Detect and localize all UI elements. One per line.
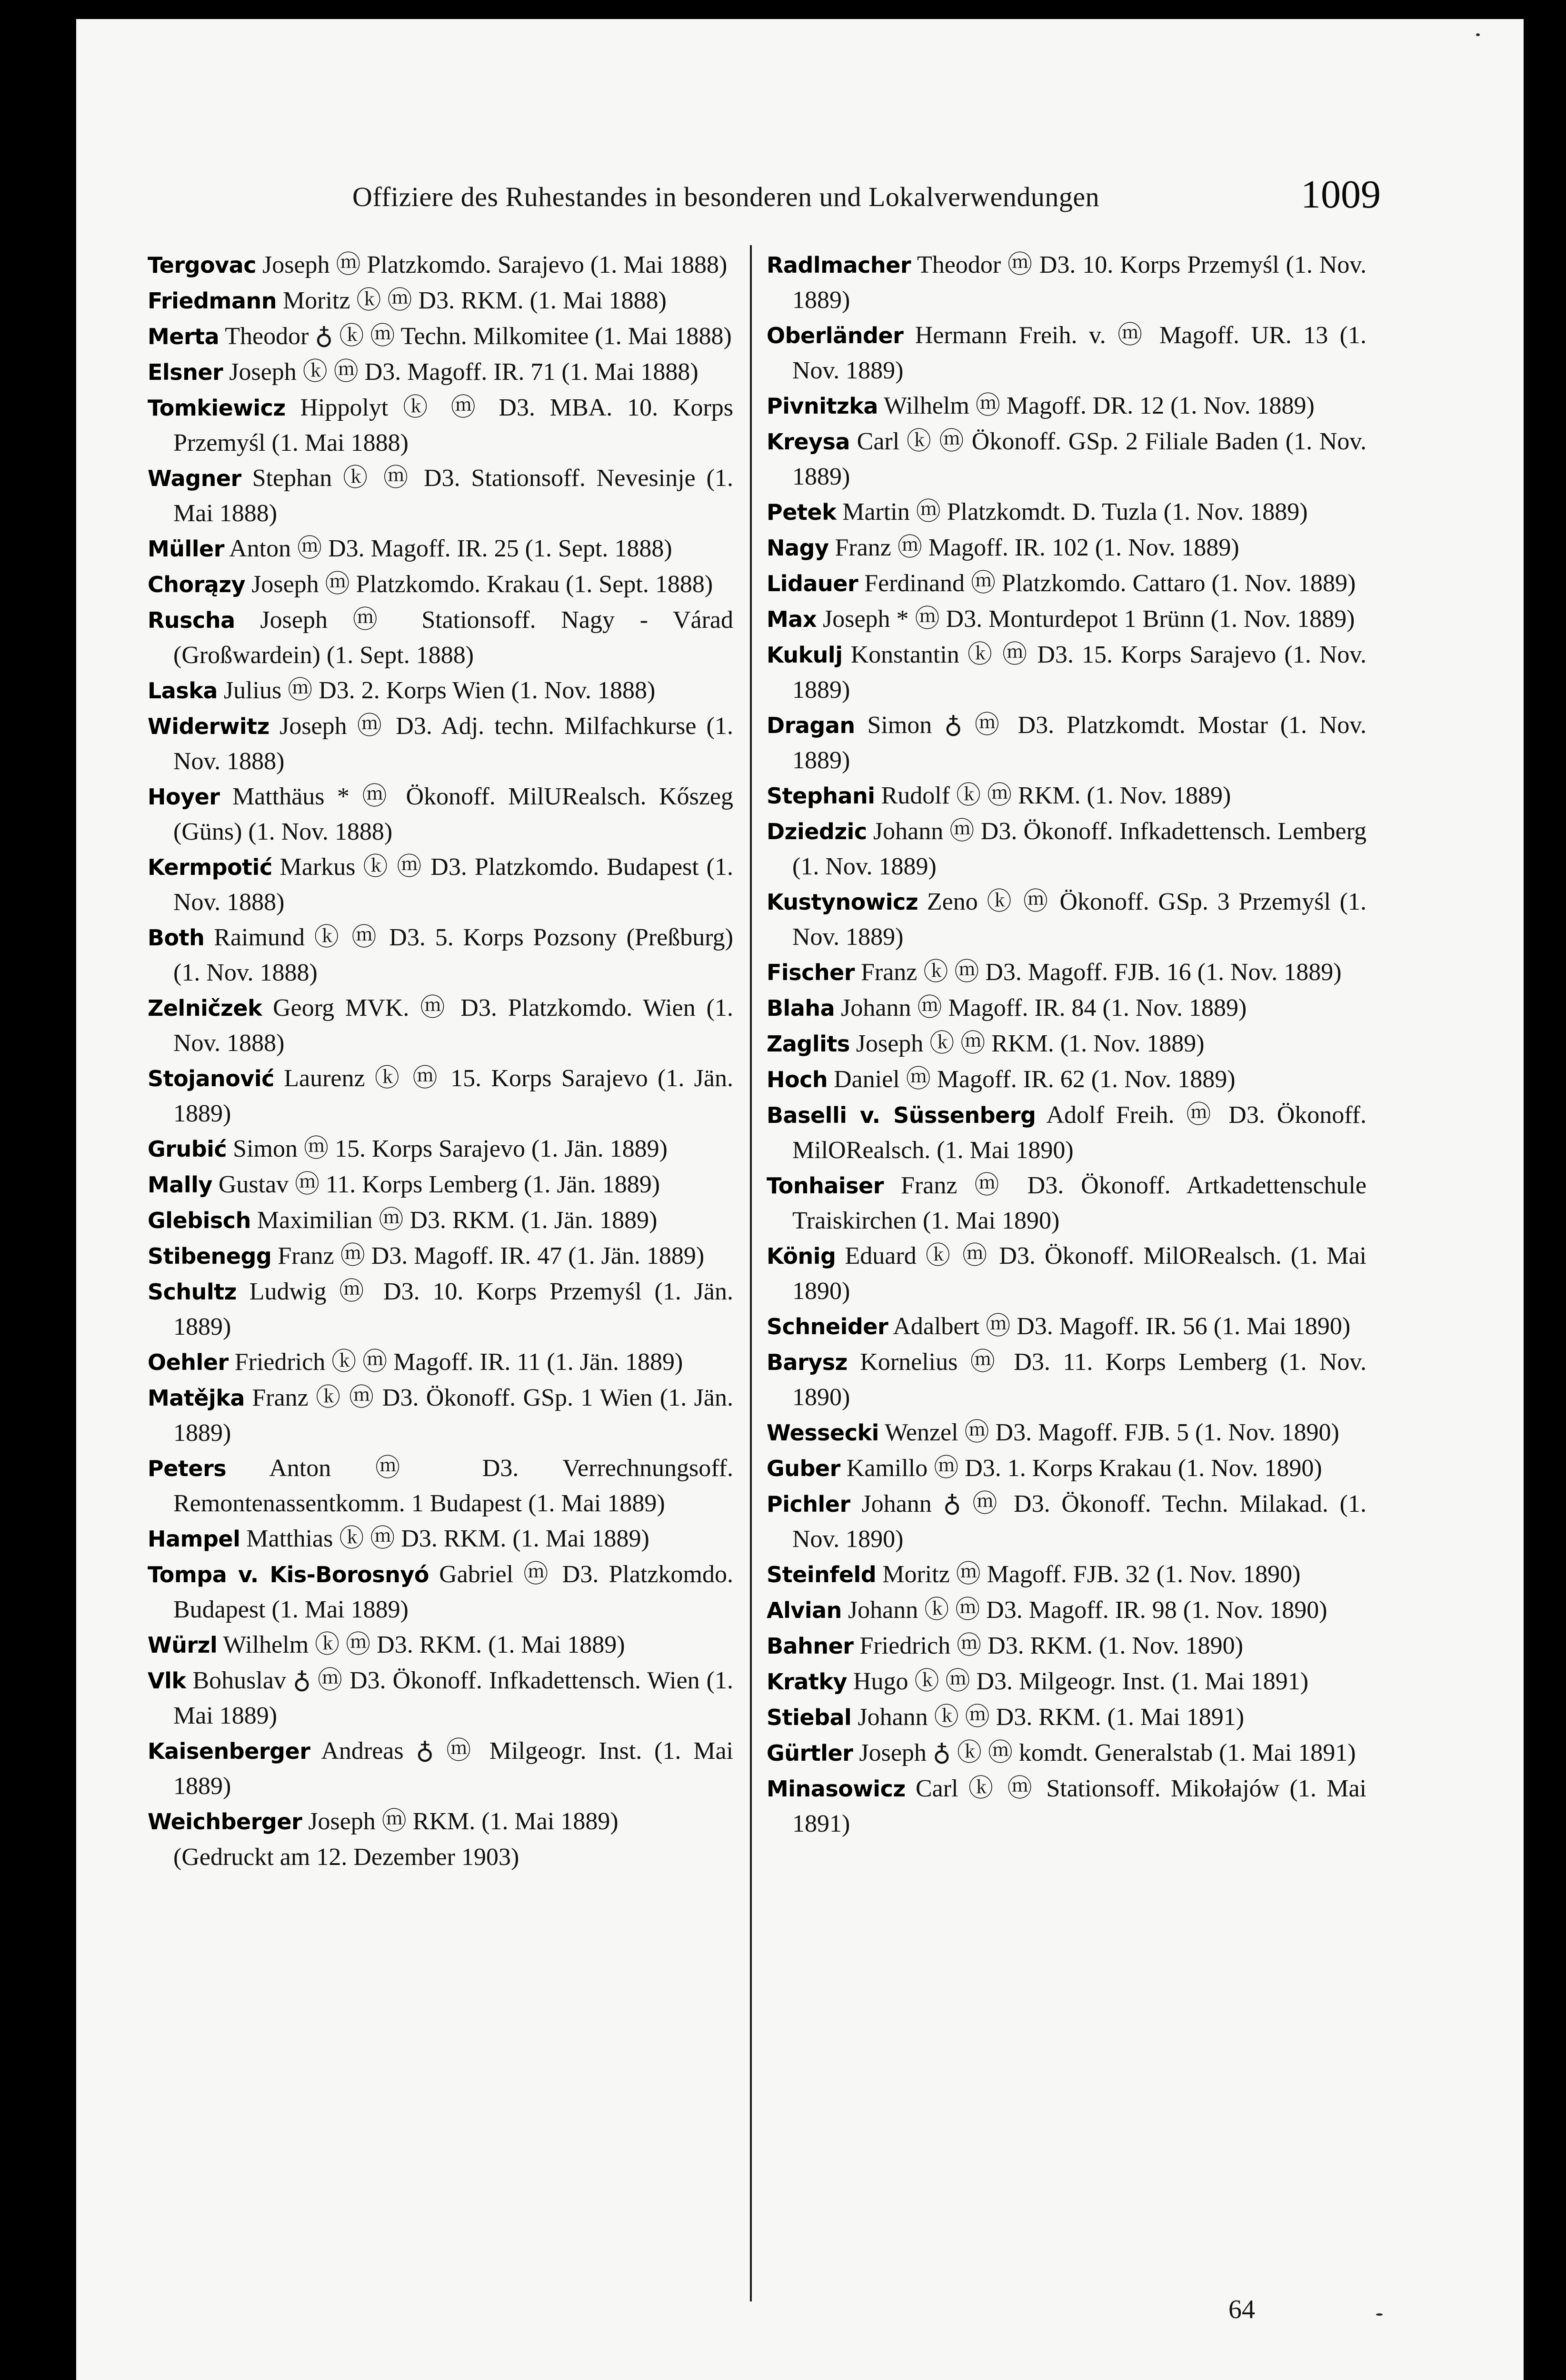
entry-details: Hippolyt ⓚ ⓜ D3. MBA. 10. Korps Przemyśl (1. Mai 1888) — [173, 394, 733, 456]
register-entry — [767, 602, 1367, 637]
entry-details: Laurenz ⓚ ⓜ 15. Korps Sarajevo (1. Jän. 1889) — [173, 1065, 733, 1127]
entry-surname: Alvian — [767, 1597, 842, 1623]
register-entry — [767, 566, 1367, 601]
entry-details: Johann ⓜ D3. Ökonoff. Infkadettensch. Lemberg (1. Nov. 1889) — [792, 818, 1367, 880]
entry-details: Eduard ⓚ ⓜ D3. Ökonoff. MilORealsch. (1. Mai 1890) — [792, 1242, 1367, 1305]
entry-details: Moritz ⓚ ⓜ D3. RKM. (1. Mai 1888) — [283, 287, 667, 314]
entry-details: Franz ⓚ ⓜ D3. Ökonoff. GSp. 1 Wien (1. Jän. 1889) — [173, 1384, 734, 1447]
register-entry — [767, 991, 1367, 1026]
register-entry — [148, 248, 733, 283]
page-number: 1009 — [1301, 172, 1381, 217]
register-entry — [767, 1451, 1367, 1486]
entry-surname: Kermpotić — [148, 854, 272, 880]
entry-details: Carl ⓚ ⓜ Ökonoff. GSp. 2 Filiale Baden (1. Nov. 1889) — [792, 428, 1367, 490]
page-header — [76, 162, 1524, 228]
entry-details: Anton ⓜ D3. Verrechnungsoff. Remontenassentkomm. 1 Budapest (1. Mai 1889) — [173, 1455, 733, 1517]
entry-details: Johann ♁ ⓜ D3. Ökonoff. Techn. Milakad. (1. Nov. 1890) — [792, 1490, 1367, 1553]
entry-details: Simon ♁ ⓜ D3. Platzkomdt. Mostar (1. Nov. 1889) — [792, 712, 1367, 774]
register-entry — [148, 1557, 733, 1627]
entry-details: Matthias ⓚ ⓜ D3. RKM. (1. Mai 1889) — [246, 1525, 649, 1552]
left-column — [148, 248, 733, 1874]
entry-details: Theodor ♁ ⓚ ⓜ Techn. Milkomitee (1. Mai 1888) — [225, 323, 732, 350]
entry-surname: Stibenegg — [148, 1243, 272, 1269]
entry-details: Joseph ⓚ ⓜ D3. Magoff. IR. 71 (1. Mai 1888) — [229, 358, 698, 386]
entry-details: Franz ⓚ ⓜ D3. Magoff. FJB. 16 (1. Nov. 1889) — [860, 959, 1342, 986]
entry-surname: Radlmacher — [767, 252, 911, 278]
entry-surname: Oberländer — [767, 323, 904, 348]
entry-surname: Blaha — [767, 995, 835, 1021]
entry-surname: Zelničzek — [148, 995, 262, 1021]
entry-surname: Pivnitzka — [767, 393, 878, 419]
register-entry — [148, 603, 733, 673]
entry-details: Julius ⓜ D3. 2. Korps Wien (1. Nov. 1888) — [223, 677, 656, 704]
entry-surname: Würzl — [148, 1632, 218, 1658]
entry-details: Andreas ♁ ⓜ Milgeogr. Inst. (1. Mai 1889) — [173, 1737, 733, 1800]
entry-details: Zeno ⓚ ⓜ Ökonoff. GSp. 3 Przemyśl (1. Nov. 1889) — [792, 888, 1367, 951]
register-entry — [767, 1664, 1367, 1699]
signature-mark: 64 — [1228, 2295, 1255, 2324]
entry-details: Konstantin ⓚ ⓜ D3. 15. Korps Sarajevo (1. Nov. 1889) — [792, 641, 1367, 704]
register-entry — [767, 1098, 1367, 1168]
register-entry — [148, 920, 733, 990]
entry-surname: Kustynowicz — [767, 889, 918, 915]
entry-surname: Baselli v. Süssenberg — [767, 1102, 1036, 1128]
register-entry — [148, 355, 733, 390]
entry-surname: Wagner — [148, 466, 241, 491]
entry-surname: Barysz — [767, 1349, 848, 1375]
entry-surname: Petek — [767, 499, 837, 525]
register-entry — [767, 884, 1367, 954]
register-entry — [767, 495, 1367, 530]
entry-surname: Friedmann — [148, 288, 277, 314]
entry-details: Bohuslav ♁ ⓜ D3. Ökonoff. Infkadettensch. Wien (1. Mai 1889) — [173, 1667, 733, 1729]
entry-details: Theodor ⓜ D3. 10. Korps Przemyśl (1. Nov. 1889) — [792, 251, 1367, 314]
entry-details: Joseph ♁ ⓚ ⓜ komdt. Generalstab (1. Mai 1891) — [859, 1739, 1356, 1766]
entry-details: Adalbert ⓜ D3. Magoff. IR. 56 (1. Mai 1890) — [893, 1313, 1351, 1340]
register-entry — [148, 779, 733, 849]
register-entry — [767, 778, 1367, 813]
register-entry — [767, 530, 1367, 565]
register-entry — [148, 319, 733, 354]
register-entry — [148, 283, 733, 318]
register-entry — [767, 814, 1367, 884]
entry-details: Hermann Freih. v. ⓜ Magoff. UR. 13 (1. Nov. 1889) — [792, 322, 1367, 384]
entry-details: Carl ⓚ ⓜ Stationsoff. Mikołajów (1. Mai 1891) — [792, 1775, 1367, 1837]
register-entry — [767, 318, 1367, 388]
entry-surname: Elsner — [148, 359, 223, 385]
entry-details: Johann ⓜ Magoff. IR. 84 (1. Nov. 1889) — [841, 994, 1247, 1021]
register-entry — [767, 1735, 1367, 1771]
entry-surname: Nagy — [767, 535, 829, 561]
register-entry — [767, 1239, 1367, 1309]
entry-surname: Müller — [148, 536, 224, 562]
entry-details: Daniel ⓜ Magoff. IR. 62 (1. Nov. 1889) — [834, 1066, 1236, 1093]
entry-details: Joseph ⓜ D3. Adj. techn. Milfachkurse (1. Nov. 1888) — [173, 713, 733, 775]
register-entry — [767, 1593, 1367, 1628]
register-entry — [767, 1771, 1367, 1841]
entry-details: Rudolf ⓚ ⓜ RKM. (1. Nov. 1889) — [881, 782, 1231, 809]
entry-details: Johann ⓚ ⓜ D3. Magoff. IR. 98 (1. Nov. 1890) — [848, 1597, 1327, 1624]
register-entry — [148, 1239, 733, 1274]
entry-surname: Kratky — [767, 1669, 847, 1695]
entry-surname: Stiebal — [767, 1705, 852, 1730]
entry-surname: Chorązy — [148, 572, 246, 597]
entry-surname: Kaisenberger — [148, 1738, 310, 1764]
register-entry — [148, 567, 733, 602]
entry-surname: Bahner — [767, 1633, 854, 1659]
register-entry — [767, 1062, 1367, 1097]
entry-surname: Pichler — [767, 1491, 850, 1517]
register-entry — [148, 1345, 733, 1380]
entry-surname: Ruscha — [148, 607, 235, 633]
register-entry — [148, 991, 733, 1061]
entry-surname: Tompa v. Kis-Borosnyó — [148, 1562, 429, 1587]
register-entry — [148, 1380, 733, 1450]
entry-surname: Laska — [148, 678, 218, 704]
register-entry — [148, 461, 733, 531]
entry-details: Franz ⓜ D3. Magoff. IR. 47 (1. Jän. 1889) — [278, 1242, 705, 1269]
register-entry — [148, 1167, 733, 1202]
entry-surname: Weichberger — [148, 1809, 302, 1835]
entry-surname: König — [767, 1243, 836, 1269]
entry-details: Johann ⓚ ⓜ D3. RKM. (1. Mai 1891) — [858, 1704, 1245, 1731]
entry-surname: Kreysa — [767, 429, 850, 455]
register-entry — [767, 248, 1367, 317]
entry-details: Gabriel ⓜ D3. Platzkomdo. Budapest (1. Mai 1889) — [173, 1561, 733, 1623]
column-divider — [750, 245, 752, 2301]
entry-surname: Both — [148, 925, 205, 951]
register-entry — [767, 1168, 1367, 1238]
register-entry — [767, 1487, 1367, 1557]
register-entry — [148, 1203, 733, 1238]
entry-surname: Schultz — [148, 1279, 237, 1305]
register-entry — [767, 955, 1367, 990]
entry-surname: Peters — [148, 1456, 227, 1481]
entry-details: Joseph ⓜ Platzkomdo. Sarajevo (1. Mai 1888) — [262, 251, 728, 278]
entry-details: Stephan ⓚ ⓜ D3. Stationsoff. Nevesinje (1. Mai 1888) — [173, 465, 733, 527]
entry-surname: Lidauer — [767, 571, 858, 596]
entry-details: Maximilian ⓜ D3. RKM. (1. Jän. 1889) — [257, 1207, 658, 1234]
entry-surname: Gürtler — [767, 1740, 853, 1766]
document-page — [76, 19, 1524, 2380]
entry-surname: Steinfeld — [767, 1562, 877, 1587]
entry-details: Franz ⓜ Magoff. IR. 102 (1. Nov. 1889) — [835, 534, 1239, 561]
entry-surname: Grubić — [148, 1136, 227, 1162]
entry-details: Moritz ⓜ Magoff. FJB. 32 (1. Nov. 1890) — [882, 1561, 1301, 1588]
entry-details: Martin ⓜ Platzkomdt. D. Tuzla (1. Nov. 1889) — [842, 498, 1308, 526]
entry-surname: Mally — [148, 1172, 212, 1198]
entry-surname: Oehler — [148, 1349, 229, 1375]
entry-details: Kornelius ⓜ D3. 11. Korps Lemberg (1. Nov. 1890) — [792, 1349, 1367, 1411]
entry-details: Joseph ⓜ Stationsoff. Nagy - Várad (Großwardein) (1. Sept. 1888) — [173, 606, 733, 669]
register-entry — [148, 1131, 733, 1167]
entry-surname: Matějka — [148, 1385, 245, 1411]
entry-details: Markus ⓚ ⓜ D3. Platzkomdo. Budapest (1. Nov. 1888) — [173, 853, 733, 916]
entry-details: Adolf Freih. ⓜ D3. Ökonoff. MilORealsch. (1. Mai 1890) — [792, 1101, 1367, 1164]
register-entry — [767, 637, 1367, 707]
entry-surname: Hoch — [767, 1067, 828, 1092]
entry-surname: Fischer — [767, 960, 855, 985]
entry-surname: Guber — [767, 1456, 840, 1481]
entry-details: Gustav ⓜ 11. Korps Lemberg (1. Jän. 1889) — [218, 1171, 660, 1198]
entry-surname: Minasowicz — [767, 1776, 906, 1802]
register-entry — [767, 1700, 1367, 1735]
entry-surname: Wessecki — [767, 1420, 879, 1446]
entry-details: Wenzel ⓜ D3. Magoff. FJB. 5 (1. Nov. 1890) — [884, 1419, 1339, 1446]
register-entry — [148, 1061, 733, 1131]
entry-surname: Glebisch — [148, 1208, 251, 1233]
register-entry — [767, 708, 1367, 778]
register-entry — [148, 1274, 733, 1344]
register-entry — [148, 531, 733, 566]
register-entry — [148, 1521, 733, 1557]
entry-details: Raimund ⓚ ⓜ D3. 5. Korps Pozsony (Preßburg) (1. Nov. 1888) — [173, 924, 733, 986]
entry-details: Friedrich ⓜ D3. RKM. (1. Nov. 1890) — [859, 1632, 1243, 1659]
entry-details: Wilhelm ⓚ ⓜ D3. RKM. (1. Mai 1889) — [223, 1631, 625, 1658]
register-entry — [148, 1663, 733, 1733]
entry-surname: Tonhaiser — [767, 1173, 884, 1199]
paper-speck — [1476, 33, 1480, 36]
entry-details: Friedrich ⓚ ⓜ Magoff. IR. 11 (1. Jän. 1889) — [234, 1349, 683, 1376]
entry-surname: Widerwitz — [148, 714, 269, 739]
entry-details: Joseph ⓚ ⓜ RKM. (1. Nov. 1889) — [856, 1030, 1205, 1057]
register-entry — [148, 673, 733, 708]
entry-surname: Dziedzic — [767, 819, 867, 844]
entry-details: Joseph ⓜ Platzkomdo. Krakau (1. Sept. 1888) — [251, 571, 713, 598]
entry-surname: Merta — [148, 324, 219, 349]
entry-details: Kamillo ⓜ D3. 1. Korps Krakau (1. Nov. 1890) — [846, 1455, 1322, 1482]
entry-details: Ludwig ⓜ D3. 10. Korps Przemyśl (1. Jän. 1889) — [173, 1278, 734, 1340]
paper-speck — [1376, 2313, 1383, 2316]
entry-surname: Zaglits — [767, 1031, 850, 1057]
register-entry — [767, 1628, 1367, 1664]
register-entry — [148, 1627, 733, 1663]
register-entry — [148, 1734, 733, 1804]
entry-surname: Stephani — [767, 783, 875, 809]
register-entry — [767, 388, 1367, 424]
register-entry — [767, 1026, 1367, 1061]
register-entry — [767, 1345, 1367, 1415]
register-entry — [148, 709, 733, 779]
entry-details: Matthäus * ⓜ Ökonoff. MilURealsch. Kőszeg (Güns) (1. Nov. 1888) — [173, 783, 733, 845]
entry-surname: Schneider — [767, 1314, 888, 1339]
register-entry — [148, 850, 733, 920]
entry-surname: Hoyer — [148, 784, 220, 810]
entry-details: Anton ⓜ D3. Magoff. IR. 25 (1. Sept. 1888) — [229, 535, 672, 562]
entry-surname: Max — [767, 606, 817, 632]
entry-surname: Stojanović — [148, 1066, 274, 1091]
entry-details: Ferdinand ⓜ Platzkomdo. Cattaro (1. Nov. 1889) — [864, 570, 1356, 597]
right-column — [767, 248, 1367, 1842]
entry-details: Franz ⓜ D3. Ökonoff. Artkadettenschule Traiskirchen (1. Mai 1890) — [792, 1172, 1367, 1234]
register-entry — [767, 424, 1367, 494]
register-entry — [148, 390, 733, 460]
entry-details: Georg MVK. ⓜ D3. Platzkomdo. Wien (1. Nov. 1888) — [173, 994, 733, 1057]
entry-details: Hugo ⓚ ⓜ D3. Milgeogr. Inst. (1. Mai 1891) — [853, 1668, 1309, 1695]
entry-surname: Vlk — [148, 1668, 186, 1694]
entry-details: Joseph ⓜ RKM. (1. Mai 1889) — [308, 1808, 618, 1835]
register-entry — [148, 1804, 733, 1839]
running-title: Offiziere des Ruhestandes in besonderen und Lokalverwendungen — [352, 181, 1100, 212]
entry-surname: Tomkiewicz — [148, 395, 286, 421]
entry-surname: Tergovac — [148, 252, 256, 278]
entry-details: Joseph * ⓜ D3. Monturdepot 1 Brünn (1. Nov. 1889) — [823, 605, 1355, 633]
entry-surname: Kukulj — [767, 642, 843, 668]
entry-details: Simon ⓜ 15. Korps Sarajevo (1. Jän. 1889) — [233, 1135, 668, 1162]
register-entry — [148, 1451, 733, 1521]
register-entry — [767, 1557, 1367, 1592]
entry-details: Wilhelm ⓜ Magoff. DR. 12 (1. Nov. 1889) — [883, 392, 1315, 419]
entry-surname: Dragan — [767, 713, 855, 738]
print-note: (Gedruckt am 12. Dezember 1903) — [173, 1844, 519, 1871]
register-entry — [767, 1309, 1367, 1344]
register-entry — [767, 1415, 1367, 1450]
entry-surname: Hampel — [148, 1526, 240, 1552]
